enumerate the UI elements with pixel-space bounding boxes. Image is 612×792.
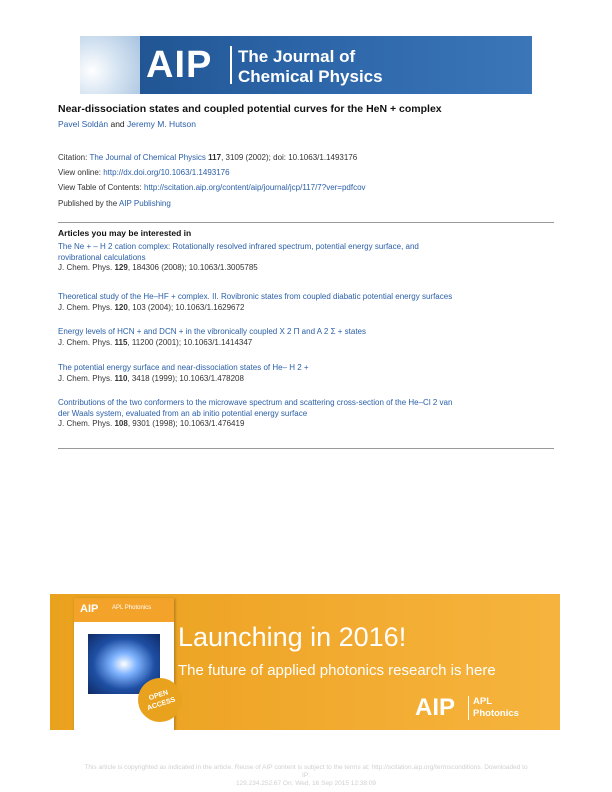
cite-volume: 110	[114, 373, 128, 383]
journal-title-line2: Chemical Physics	[238, 67, 383, 86]
banner-artwork	[80, 36, 140, 94]
cite-rest: , 3418 (1999); 10.1063/1.478208	[127, 373, 244, 383]
articles-heading: Articles you may be interested in	[58, 228, 192, 238]
ad-logo-divider	[468, 696, 469, 720]
cite-prefix: J. Chem. Phys.	[58, 337, 113, 347]
cite-rest: , 184306 (2008); 10.1063/1.3005785	[127, 263, 258, 272]
ad-logo-line1: APL	[473, 696, 492, 707]
cite-rest: , 9301 (1998); 10.1063/1.476419	[127, 419, 245, 428]
banner-divider	[230, 46, 232, 84]
toc-link[interactable]: http://scitation.aip.org/content/aip/journal/jcp/117/7?ver=pdfcov	[144, 183, 366, 192]
related-article-1	[58, 242, 554, 274]
article-title-link[interactable]: Theoretical study of the He–HF + complex. II. Rovibronic states from coupled diabatic potential energy surfaces	[58, 292, 453, 301]
cite-rest: , 103 (2004); 10.1063/1.1629672	[127, 302, 245, 312]
article-title-link[interactable]: The potential energy surface and near-dissociation states of He– H 2 +	[58, 363, 309, 372]
view-toc-line	[58, 183, 366, 192]
copyright-footer	[80, 764, 532, 788]
article-title-link[interactable]: Energy levels of HCN + and DCN + in the vibronically coupled X 2 Π and A 2 Σ + states	[58, 327, 366, 336]
publisher-link[interactable]: AIP Publishing	[118, 199, 171, 208]
ad-headline: Launching in 2016!	[178, 622, 407, 652]
related-article-3	[58, 327, 554, 348]
citation-rest: , 3109 (2002); doi: 10.1063/1.1493176	[221, 153, 358, 162]
article-citation	[58, 263, 554, 274]
article-citation	[58, 419, 554, 430]
article-citation	[58, 338, 554, 349]
published-by-line	[58, 199, 171, 208]
authors	[58, 119, 196, 129]
cover-brand: APL Photonics	[112, 605, 152, 611]
view-online-line	[58, 168, 230, 177]
cite-volume: 108	[114, 419, 128, 428]
article-title-link[interactable]: The Ne + – H 2 cation complex: Rotationally resolved infrared spectrum, potential energy surface, and	[58, 242, 419, 251]
aip-logo: AIP	[146, 44, 213, 86]
footer-line2: 129.234.252.67 On: Wed, 16 Sep 2015 12:38:09	[235, 780, 377, 787]
article-title-link-cont[interactable]: der Waals system, evaluated from an ab initio potential energy surface	[58, 408, 308, 418]
view-toc-label: View Table of Contents:	[58, 183, 142, 192]
cite-volume: 115	[114, 337, 128, 347]
ad-subline: The future of applied photonics research is here	[178, 662, 496, 679]
cover-aip-logo: AIP	[80, 603, 99, 615]
citation-volume: 117	[208, 153, 222, 162]
footer-line1: This article is copyrighted as indicated in the article. Reuse of AIP content is subject to the terms at: http://scitation.aip.org/termsconditions. Downloaded to IP:	[84, 764, 528, 779]
related-article-5	[58, 398, 554, 430]
authors-and: and	[110, 119, 125, 129]
article-title: Near-dissociation states and coupled potential curves for the HeN + complex	[58, 103, 442, 115]
published-by-label: Published by the	[58, 199, 118, 208]
cite-prefix: J. Chem. Phys.	[58, 419, 113, 428]
journal-cover	[74, 598, 177, 730]
divider-top	[58, 222, 554, 223]
apl-photonics-ad[interactable]	[50, 594, 560, 730]
author-link-2[interactable]: Jeremy M. Hutson	[127, 119, 196, 129]
cite-volume: 129	[114, 263, 128, 272]
related-article-4	[58, 363, 554, 384]
view-online-label: View online:	[58, 168, 101, 177]
journal-title-line1: The Journal of	[238, 47, 356, 66]
ad-logo-line2: Photonics	[473, 708, 519, 719]
article-title-link-cont[interactable]: rovibrational calculations	[58, 252, 146, 262]
cite-prefix: J. Chem. Phys.	[58, 302, 113, 312]
cite-volume: 120	[114, 302, 128, 312]
ad-aip-logo: AIP	[415, 694, 456, 721]
cite-rest: , 11200 (2001); 10.1063/1.1414347	[127, 337, 253, 347]
citation-label: Citation:	[58, 153, 88, 162]
article-citation	[58, 303, 554, 314]
cite-prefix: J. Chem. Phys.	[58, 373, 113, 383]
article-title-link[interactable]: Contributions of the two conformers to the microwave spectrum and scattering cross-section of the He–Cl 2 van	[58, 398, 453, 407]
citation-line	[58, 153, 357, 162]
citation-journal-link[interactable]: The Journal of Chemical Physics	[89, 153, 206, 162]
doi-link[interactable]: http://dx.doi.org/10.1063/1.1493176	[103, 168, 230, 177]
cite-prefix: J. Chem. Phys.	[58, 263, 113, 272]
related-article-2	[58, 292, 554, 313]
author-link-1[interactable]: Pavel Soldán	[58, 119, 109, 129]
divider-bottom	[58, 448, 554, 449]
journal-banner[interactable]	[80, 36, 532, 94]
article-citation	[58, 374, 554, 385]
open-access-text: OPEN ACCESS	[146, 689, 177, 713]
